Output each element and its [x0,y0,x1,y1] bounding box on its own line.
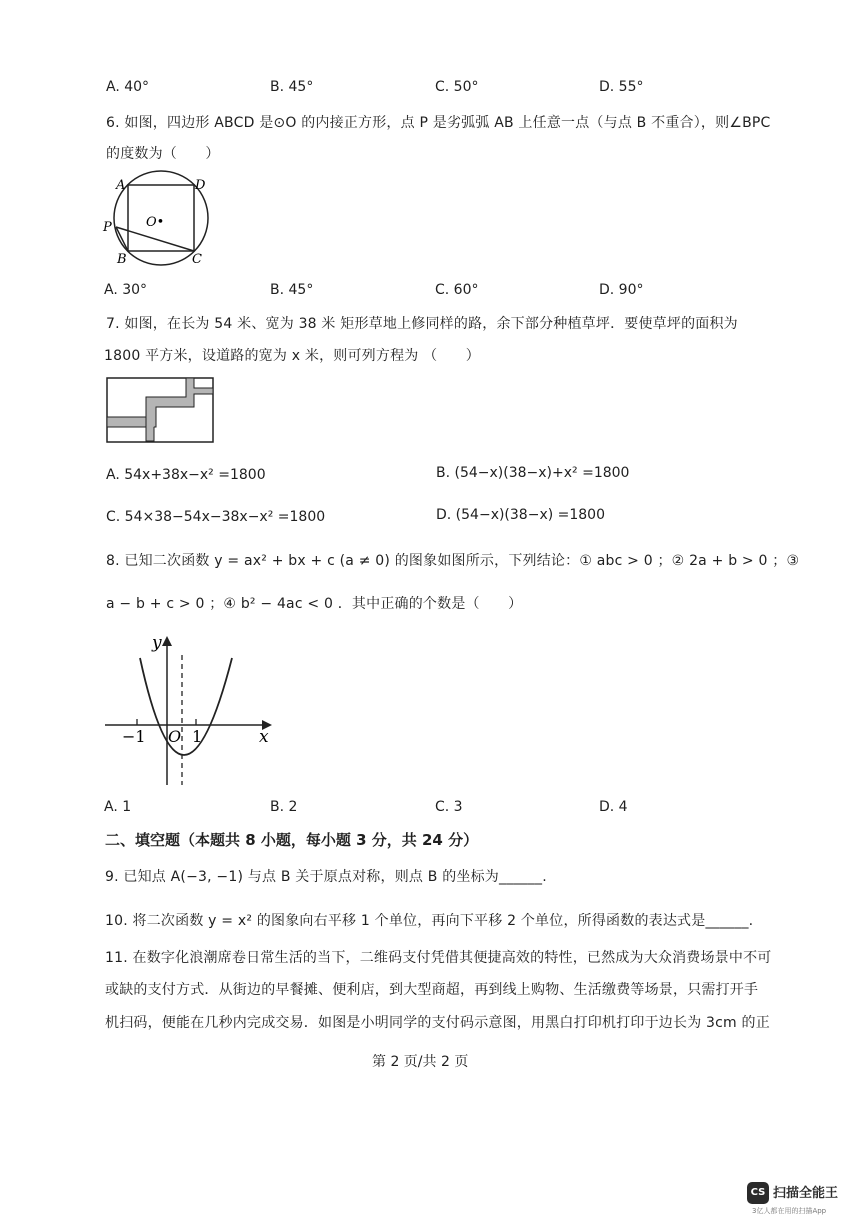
label-origin: O [168,727,182,746]
parabola-curve [140,658,232,755]
camscanner-title: 扫描全能王 [773,1186,839,1201]
q6-option-c: C. 60° [435,282,479,298]
q5-option-c: C. 50° [435,79,479,95]
q6-stem-line2: 的度数为（ ） [106,146,220,162]
label-o: O• [146,215,165,230]
label-b: B [117,252,127,267]
q9-stem: 9. 已知点 A(−3, −1) 与点 B 关于原点对称，则点 B 的坐标为______. [105,869,547,885]
q8-option-d: D. 4 [599,799,628,815]
q8-stem-line1: 8. 已知二次函数 y = ax² + bx + c (a ≠ 0) 的图象如图所示，下列结论：① abc > 0 ；② 2a + b > 0 ；③ [106,553,800,569]
y-axis-arrow [162,636,172,646]
q6-option-a: A. 30° [104,282,148,298]
camscanner-logo-icon: CS [747,1182,769,1204]
label-y: y [152,633,162,653]
section-title-fill-in: 二、填空题（本题共 8 小题，每小题 3 分，共 24 分） [105,831,479,849]
label-one: 1 [192,727,203,746]
q5-option-d: D. 55° [599,79,644,95]
q7-stem-line1: 7. 如图，在长为 54 米、宽为 38 米 矩形草地上修同样的路，余下部分种植草坪．要使草坪的面积为 [106,316,738,332]
label-p: P [103,220,112,235]
q7-option-c: C. 54×38−54x−38x−x² =1800 [106,509,326,525]
q8-option-a: A. 1 [104,799,132,815]
q7-option-b: B. (54−x)(38−x)+x² =1800 [436,465,630,481]
q7-stem-line2: 1800 平方米，设道路的宽为 x 米，则可列方程为 （ ） [104,348,480,364]
q7-option-a: A. 54x+38x−x² =1800 [106,467,266,483]
label-c: C [192,252,202,267]
q5-option-a: A. 40° [106,79,150,95]
q7-option-d: D. (54−x)(38−x) =1800 [436,507,605,523]
q10-stem: 10. 将二次函数 y = x² 的图象向右平移 1 个单位，再向下平移 2 个单位，所得函数的表达式是______. [105,913,754,929]
q8-option-b: B. 2 [270,799,298,815]
camscanner-subtitle: 3亿人都在用的扫描App [752,1207,827,1215]
label-x: x [259,727,269,747]
q6-circle-figure [100,170,225,268]
q11-stem-line3: 机扫码，便能在几秒内完成交易．如图是小明同学的支付码示意图，用黑白打印机打印于边长为 3cm 的正 [105,1015,770,1031]
q5-option-b: B. 45° [270,79,314,95]
q6-stem-line1: 6. 如图，四边形 ABCD 是⊙O 的内接正方形，点 P 是劣弧弧 AB 上任意一点（与点 B 不重合），则∠BPC [106,115,771,131]
label-neg1: −1 [122,727,146,746]
label-a: A [116,178,126,193]
q8-parabola-figure [100,630,280,790]
q11-stem-line1: 11. 在数字化浪潮席卷日常生活的当下，二维码支付凭借其便捷高效的特性，已然成为大众消费场景中不可 [105,950,772,966]
q11-stem-line2: 或缺的支付方式．从街边的早餐摊、便利店，到大型商超，再到线上购物、生活缴费等场景，只需打开手 [105,982,759,998]
q8-option-c: C. 3 [435,799,463,815]
q7-lawn-figure [106,377,216,445]
page-footer: 第 2 页/共 2 页 [372,1054,469,1070]
q6-option-d: D. 90° [599,282,644,298]
q8-stem-line2: a − b + c > 0 ；④ b² − 4ac < 0 ．其中正确的个数是（ ） [106,596,523,612]
q6-option-b: B. 45° [270,282,314,298]
label-d: D [195,178,206,193]
